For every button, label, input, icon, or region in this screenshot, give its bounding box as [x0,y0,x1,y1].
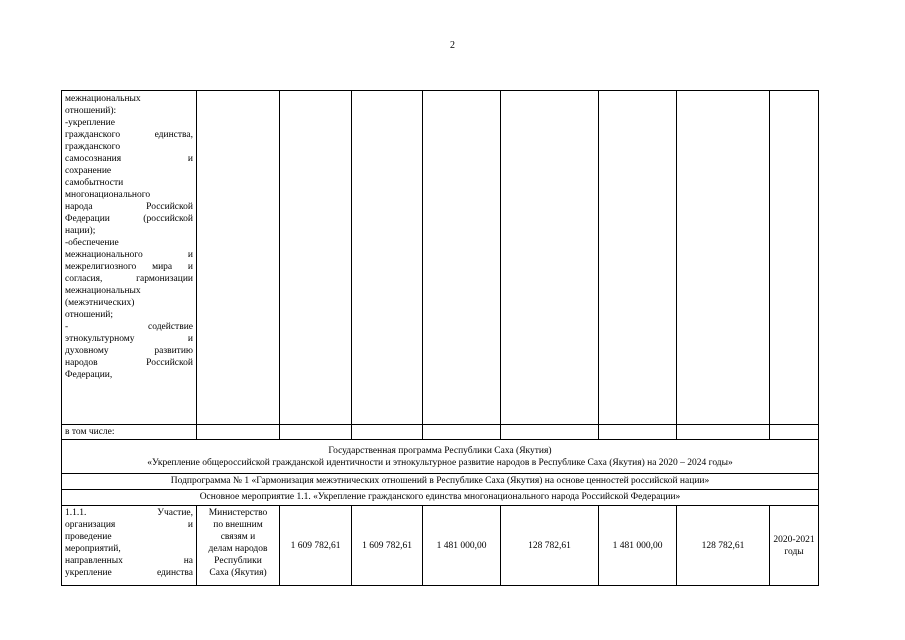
continuation-text-line: нации); [65,226,96,236]
continuation-text-line: отношений; [65,310,114,320]
program-title-row [62,440,819,474]
subprogram-title: Подпрограмма № 1 «Гармонизация межэтнических отношений в Республике Саха (Якутия) на основе ценностей российской нации» [62,474,819,490]
main-activity-title: Основное мероприятие 1.1. «Укрепление гражданского единства многонационального народа Российской Федерации» [62,490,819,506]
continuation-text-line: сохранение [65,166,112,176]
program-title [62,440,819,474]
responsible-executor-line: Республики [214,556,262,566]
continuation-text-line: отношений): [65,106,117,116]
empty-cell [677,425,770,440]
continuation-text [65,93,193,381]
continuation-text-line: согласия, гармонизации [65,274,193,284]
responsible-cell [197,506,280,586]
empty-cell [352,91,423,425]
responsible-executor-line: связям и [220,532,256,542]
continuation-text-line: (межэтнических) [65,298,135,308]
continuation-text-line: народов Российской [65,358,193,368]
responsible-executor [200,507,276,579]
empty-cell [770,425,819,440]
activity-name-line: укрепление единства [65,568,193,578]
continuation-text-line: многонационального [65,190,151,200]
program-title-line2: «Укрепление общероссийской гражданской идентичности и этнокультурное развитие народов в Республике Саха (Якутия) на 2020 – 2024 годы» [147,457,733,468]
empty-cell [280,91,352,425]
continuation-text-line: гражданского [65,142,121,152]
empty-cell [599,91,677,425]
continuation-text-line: гражданского единства, [65,130,193,140]
empty-cell [197,425,280,440]
empty-cell [423,91,501,425]
responsible-executor-line: по внешним [213,520,263,530]
budget-table [61,90,819,586]
continuation-text-line: -обеспечение [65,238,119,248]
continuation-text-line: самосознания и [65,154,193,164]
responsible-executor-line: Министерство [208,508,268,518]
empty-cell [280,425,352,440]
empty-cell [352,425,423,440]
years-cell: 2020-2021 годы [770,506,819,586]
continuation-text-line: межнациональных [65,94,141,104]
empty-cell [501,425,599,440]
continuation-text-line: Федерации (российской [65,214,193,224]
activity-name-line: направленных на [65,556,193,566]
continuation-text-line: межрелигиозного мира и [65,262,193,272]
continuation-text-line: межнационального и [65,250,193,260]
value-3: 1 481 000,00 [423,506,501,586]
value-4: 128 782,61 [501,506,599,586]
empty-cell [423,425,501,440]
main-activity-row [62,490,819,506]
continuation-text-line: -укрепление [65,118,115,128]
empty-cell [770,91,819,425]
empty-cell [599,425,677,440]
empty-cell [501,91,599,425]
value-5: 1 481 000,00 [599,506,677,586]
continuation-cell [62,91,197,425]
continuation-text-line: - содействие [65,322,193,332]
activity-name-line: 1.1.1. Участие, [65,508,193,518]
activity-name-cell [62,506,197,586]
subprogram-row [62,474,819,490]
empty-cell [197,91,280,425]
value-6: 128 782,61 [677,506,770,586]
continuation-text-line: народа Российской [65,202,193,212]
continuation-row [62,91,819,425]
subtotal-row [62,425,819,440]
activity-name [65,507,193,579]
continuation-text-line: духовному развитию [65,346,193,356]
activity-name-line: мероприятий, [65,544,121,554]
continuation-text-line: этнокультурному и [65,334,193,344]
responsible-executor-line: делам народов [208,544,268,554]
value-total-2: 1 609 782,61 [352,506,423,586]
continuation-text-line: межнациональных [65,286,141,296]
activity-name-line: проведение [65,532,112,542]
value-total: 1 609 782,61 [280,506,352,586]
responsible-executor-line: Саха (Якутия) [209,568,267,578]
activity-row [62,506,819,586]
page-number: 2 [450,40,455,51]
continuation-text-line: самобытности [65,178,124,188]
program-title-line1: Государственная программа Республики Саха (Якутия) [328,445,552,456]
continuation-text-line: Федерации, [65,370,113,380]
activity-name-line: организация и [65,520,193,530]
subtotal-label: в том числе: [62,425,197,440]
empty-cell [677,91,770,425]
